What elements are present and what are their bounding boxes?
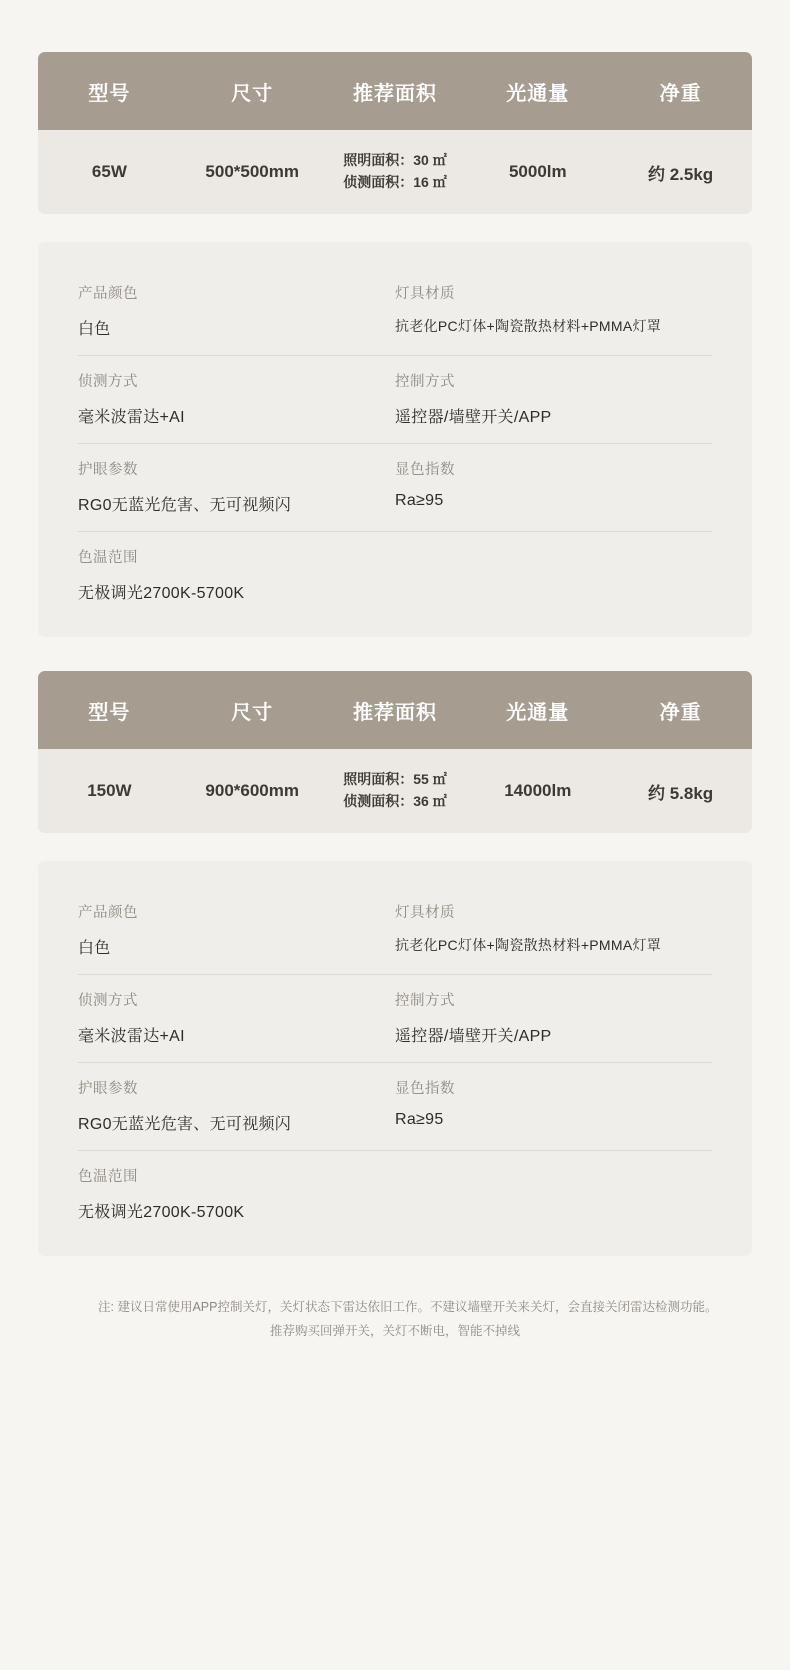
lighting-area-label: 照明面积： <box>343 771 414 788</box>
header-luminous-flux: 光通量 <box>506 701 570 724</box>
detail-key: 护眼参数 <box>78 1081 138 1097</box>
value-size: 900*600mm <box>205 781 299 800</box>
detail-key: 色温范围 <box>78 550 138 566</box>
detail-key: 控制方式 <box>395 374 455 390</box>
detail-key: 显色指数 <box>395 1081 455 1097</box>
value-model: 150W <box>87 781 132 800</box>
value-size: 500*500mm <box>205 162 299 181</box>
header-recommended-area: 推荐面积 <box>352 82 437 105</box>
header-model: 型号 <box>88 82 131 105</box>
spec-table-header-row <box>38 52 752 130</box>
detail-row <box>78 532 712 607</box>
detail-cell-cct-range <box>78 1165 712 1222</box>
detail-key: 灯具材质 <box>395 286 455 302</box>
value-recommended-area <box>324 150 467 193</box>
detail-cell-cri <box>395 1077 712 1134</box>
detail-key: 产品颜色 <box>78 905 138 921</box>
value-model: 65W <box>91 162 127 181</box>
detail-cell-color <box>78 901 395 958</box>
detail-value: 遥控器/墙壁开关/APP <box>395 1028 552 1045</box>
detail-row <box>78 975 712 1063</box>
spec-table-value-row <box>38 130 752 214</box>
detail-value: 毫米波雷达+AI <box>78 409 185 426</box>
header-recommended-area: 推荐面积 <box>352 701 437 724</box>
detail-key: 产品颜色 <box>78 286 138 302</box>
detail-value: 无极调光2700K-5700K <box>78 1204 245 1221</box>
detail-cell-eye-protection <box>78 1077 395 1134</box>
lighting-area-value: 55 ㎡ <box>413 771 447 788</box>
detail-key: 侦测方式 <box>78 993 138 1009</box>
detection-area-label: 侦测面积： <box>343 174 414 190</box>
detail-key: 灯具材质 <box>395 905 455 921</box>
detail-value: RG0无蓝光危害、无可视频闪 <box>78 497 292 514</box>
value-net-weight: 约 5.8kg <box>647 783 714 803</box>
value-luminous-flux: 5000lm <box>508 162 567 181</box>
detail-row <box>78 268 712 356</box>
detail-value: 遥控器/墙壁开关/APP <box>395 409 552 426</box>
detail-value: 毫米波雷达+AI <box>78 1028 185 1045</box>
header-model: 型号 <box>88 701 131 724</box>
detail-row <box>78 1151 712 1226</box>
detail-panel-65w <box>38 242 752 637</box>
header-net-weight: 净重 <box>659 82 702 105</box>
header-net-weight: 净重 <box>659 701 702 724</box>
detail-cell-color <box>78 282 395 339</box>
detection-area-value: 16 ㎡ <box>413 174 447 190</box>
spec-table-header-row <box>38 671 752 749</box>
value-recommended-area <box>324 769 467 812</box>
detail-cell-control-method <box>395 370 712 427</box>
detail-value: 抗老化PC灯体+陶瓷散热材料+PMMA灯罩 <box>395 937 662 953</box>
detail-key: 侦测方式 <box>78 374 138 390</box>
detail-value: 抗老化PC灯体+陶瓷散热材料+PMMA灯罩 <box>395 318 662 334</box>
lighting-area-label: 照明面积： <box>343 152 414 169</box>
detail-row <box>78 356 712 444</box>
footer-note-line-2: 推荐购买回弹开关，关灯不断电，智能不掉线 <box>269 1323 520 1338</box>
detail-value: RG0无蓝光危害、无可视频闪 <box>78 1116 292 1133</box>
detail-row <box>78 887 712 975</box>
detection-area-value: 36 ㎡ <box>413 793 447 809</box>
detail-value: 白色 <box>78 321 111 338</box>
detail-cell-eye-protection <box>78 458 395 515</box>
header-luminous-flux: 光通量 <box>506 82 570 105</box>
detail-cell-material <box>395 282 712 339</box>
detection-area-label: 侦测面积： <box>343 793 414 809</box>
detail-value: 无极调光2700K-5700K <box>78 585 245 602</box>
detail-cell-control-method <box>395 989 712 1046</box>
header-size: 尺寸 <box>231 701 274 724</box>
detail-cell-material <box>395 901 712 958</box>
detail-key: 护眼参数 <box>78 462 138 478</box>
footer-note-line-1: 注: 建议日常使用APP控制关灯，关灯状态下雷达依旧工作。不建议墙壁开关来关灯，会直接关闭雷达检测功能。 <box>98 1300 718 1314</box>
detail-cell-detection-method <box>78 370 395 427</box>
detail-cell-cri <box>395 458 712 515</box>
lighting-area-value: 30 ㎡ <box>413 152 447 169</box>
detail-key: 控制方式 <box>395 993 455 1009</box>
detail-cell-detection-method <box>78 989 395 1046</box>
detail-key: 显色指数 <box>395 462 455 478</box>
detail-cell-cct-range <box>78 546 712 603</box>
footer-note <box>38 1290 752 1344</box>
spec-table-150w <box>38 671 752 833</box>
detail-value: 白色 <box>78 940 111 957</box>
detail-key: 色温范围 <box>78 1169 138 1185</box>
spec-table-65w <box>38 52 752 214</box>
detail-row <box>78 444 712 532</box>
value-luminous-flux: 14000lm <box>504 781 572 800</box>
value-net-weight: 约 2.5kg <box>647 164 714 184</box>
detail-value: Ra≥95 <box>395 1111 444 1128</box>
detail-panel-150w <box>38 861 752 1256</box>
detail-row <box>78 1063 712 1151</box>
detail-value: Ra≥95 <box>395 492 444 509</box>
spec-table-value-row <box>38 749 752 833</box>
header-size: 尺寸 <box>231 82 274 105</box>
